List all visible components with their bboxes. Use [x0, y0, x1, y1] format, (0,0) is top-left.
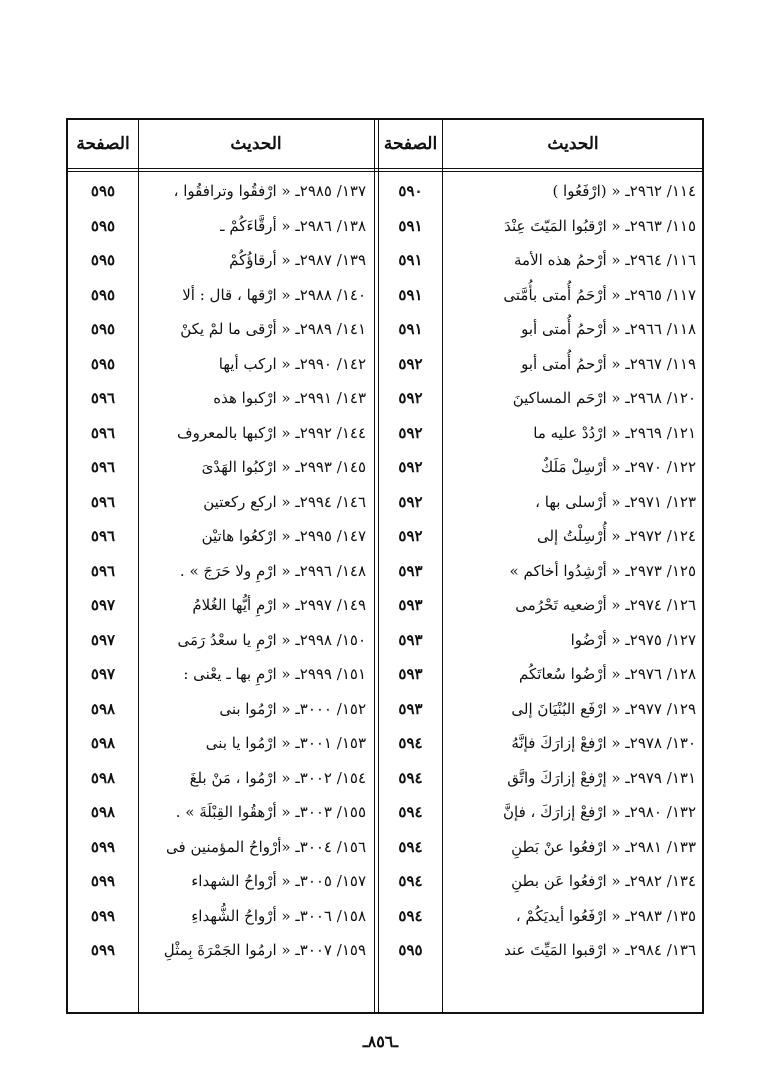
page-ref: ٥٩٤: [398, 837, 423, 856]
page-ref: ٥٩٨: [90, 803, 116, 822]
page-ref: ٥٩٨: [90, 768, 116, 787]
hadith-entry: ١٥٨/ ٣٠٠٦ـ « أرْواحُ الشُّهداءِ: [191, 906, 366, 925]
hadith-entry: ١٣٤/ ٢٩٨٢ـ « ارْفعُوا عَن بطنِ: [511, 872, 696, 891]
page-ref: ٥٩٤: [398, 734, 423, 753]
hadith-entry: ١٤٢/ ٢٩٩٠ـ « اركب أيها: [218, 354, 366, 373]
page-ref: ٥٩٦: [90, 389, 116, 408]
page-ref: ٥٩١: [398, 320, 423, 339]
right-hadith-header: الحديث: [547, 134, 599, 154]
hadith-entry: ١٢٤/ ٢٩٧٢ـ « أُرْسِلْتُ إلى: [536, 527, 696, 546]
hadith-entry: ١٢٠/ ٢٩٦٨ـ « ارْحَم المساكينَ: [512, 389, 696, 408]
page-ref: ٥٩٥: [90, 320, 116, 339]
page-ref: ٥٩٨: [90, 699, 116, 718]
right-page-column: [379, 174, 442, 968]
hadith-entry: ١٥٧/ ٣٠٠٥ـ « أرْواحُ الشهداء: [191, 872, 366, 891]
page-ref: ٥٩٨: [90, 734, 116, 753]
hadith-entry: ١١٩/ ٢٩٦٧ـ « أرْحمُ أُمتى أبو: [521, 354, 696, 373]
hadith-entry: ١١٧/ ٢٩٦٥ـ « أرْحَمُ أُمتى بأُمَّتى: [503, 285, 696, 304]
hadith-entry: ١٢٦/ ٢٩٧٤ـ « أرْضعيه تَحْرُمى: [515, 596, 696, 615]
page-ref: ٥٩٩: [90, 906, 116, 925]
page-ref: ٥٩٤: [398, 803, 423, 822]
hadith-entry: ١٢٩/ ٢٩٧٧ـ « ارْفَع البُنْيَانَ إلى: [511, 699, 696, 718]
page-ref: ٥٩٣: [398, 699, 423, 718]
hadith-entry: ١٢١/ ٢٩٦٩ـ « ارْدُدْ عليه ما: [533, 423, 696, 442]
page-ref: ٥٩٧: [90, 596, 116, 615]
page-ref: ٥٩٥: [90, 216, 116, 235]
page-ref: ٥٩٩: [90, 872, 116, 891]
page-ref: ٥٩١: [398, 285, 423, 304]
page-ref: ٥٩٣: [398, 630, 423, 649]
page-ref: ٥٩٥: [90, 354, 116, 373]
hadith-entry: ١٤٤/ ٢٩٩٢ـ « ارْكبها بالمعروف: [177, 423, 366, 442]
right-page-header: الصفحة: [383, 134, 438, 154]
left-page-column: [68, 174, 138, 968]
page-ref: ٥٩٤: [398, 768, 423, 787]
hadith-entry: ١٣٣/ ٢٩٨١ـ « ارْفعُوا عنْ بَطنِ: [511, 837, 696, 856]
hadith-entry: ١٥١/ ٢٩٩٩ـ « ارْمِ بها ـ يعْنى :: [183, 665, 366, 684]
page-ref: ٥٩٦: [90, 458, 116, 477]
page-ref: ٥٩٥: [398, 941, 423, 960]
hadith-entry: ١٤٦/ ٢٩٩٤ـ « اركع ركعتين: [203, 492, 366, 511]
page-ref: ٥٩٦: [90, 423, 116, 442]
hadith-entry: ١٣٧/ ٢٩٨٥ـ « ارْفقُوا وترافقُوا ،: [173, 182, 366, 201]
hadith-entry: ١٣١/ ٢٩٧٩ـ « إرْفعْ إزارَكَ واتَّق: [507, 768, 696, 787]
hadith-entry: ١٤٥/ ٢٩٩٣ـ « ارْكبُوا الهَدْىَ: [201, 458, 366, 477]
hadith-entry: ١٤١/ ٢٩٨٩ـ « أرْقى ما لمْ يكنْ: [180, 320, 366, 339]
page-ref: ٥٩٧: [90, 665, 116, 684]
left-hadith-column: [138, 174, 374, 968]
page-ref: ٥٩٥: [90, 251, 116, 270]
hadith-entry: ١٥٦/ ٣٠٠٤ـ «أرْواحُ المؤمنين فى: [166, 837, 366, 856]
hadith-entry: ١١٦/ ٢٩٦٤ـ « أرْحمُ هذه الأمة: [514, 251, 696, 270]
hadith-entry: ١١٥/ ٢٩٦٣ـ « ارْقبُوا المَيّتَ عِنْدَ: [504, 216, 696, 235]
hadith-entry: ١٢٣/ ٢٩٧١ـ « أرْسلى بها ،: [535, 492, 696, 511]
hadith-entry: ١٥٥/ ٣٠٠٣ـ « أرْهقُوا القِبْلَةَ » .: [175, 803, 366, 822]
left-page-header: الصفحة: [76, 134, 130, 154]
hadith-entry: ١٢٥/ ٢٩٧٣ـ « أرْشِدُوا أخاكم »: [509, 561, 696, 580]
hadith-entry: ١٤٣/ ٢٩٩١ـ « ارْكبوا هذه: [213, 389, 366, 408]
hadith-entry: ١٥٣/ ٣٠٠١ـ « ارْمُوا يا بنى: [205, 734, 366, 753]
page-ref: ٥٩٤: [398, 906, 423, 925]
page-ref: ٥٩٧: [90, 630, 116, 649]
hadith-entry: ١٢٢/ ٢٩٧٠ـ « أرْسِلْ مَلَكٌ: [540, 458, 696, 477]
page-ref: ٥٩٢: [398, 527, 423, 546]
page-ref: ٥٩٦: [90, 561, 116, 580]
page-ref: ٥٩٥: [90, 182, 116, 201]
page-ref: ٥٩٢: [398, 458, 423, 477]
hadith-entry: ١٤٨/ ٢٩٩٦ـ « ارْمِ ولا حَرَجَ » .: [179, 561, 366, 580]
left-hadith-header: الحديث: [230, 134, 282, 154]
right-hadith-column: [442, 174, 704, 968]
index-table: [66, 118, 704, 1014]
page-ref: ٥٩٥: [90, 285, 116, 304]
page-ref: ٥٩٢: [398, 354, 423, 373]
hadith-entry: ١٥٤/ ٣٠٠٢ـ « ارْمُوا ، مَنْ بلغَ: [189, 768, 366, 787]
page-ref: ٥٩٦: [90, 527, 116, 546]
page-ref: ٥٩١: [398, 216, 423, 235]
hadith-entry: ١١٤/ ٢٩٦٢ـ « (ارْفَعُوا ): [552, 182, 696, 201]
hadith-entry: ١٣٨/ ٢٩٨٦ـ « أرقَّاءَكُمْ ـ: [220, 216, 366, 235]
hadith-entry: ١٢٨/ ٢٩٧٦ـ « أرْضُوا سُعاتَكُم: [519, 665, 696, 684]
hadith-entry: ١٤٠/ ٢٩٨٨ـ « ارْقها ، قال : ألا: [182, 285, 366, 304]
hadith-entry: ١٥٩/ ٣٠٠٧ـ « ارمُوا الجَمْرَةَ بِمثْلِ: [163, 941, 366, 960]
page-ref: ٥٩٢: [398, 389, 423, 408]
header-double-rule: [68, 168, 702, 172]
hadith-entry: ١٣٢/ ٢٩٨٠ـ « ارْفعْ إزارَكَ ، فإنَّ: [503, 803, 696, 822]
page-ref: ٥٩٣: [398, 665, 423, 684]
page-ref: ٥٩٢: [398, 423, 423, 442]
hadith-entry: ١٣٦/ ٢٩٨٤ـ « ارْقبوا المَيِّتَ عند: [504, 941, 696, 960]
hadith-entry: ١٢٧/ ٢٩٧٥ـ « أرْضُوا: [570, 630, 696, 649]
page-ref: ٥٩٣: [398, 596, 423, 615]
hadith-entry: ١١٨/ ٢٩٦٦ـ « أرْحمُ أُمتى أبو: [521, 320, 696, 339]
page-ref: ٥٩٢: [398, 492, 423, 511]
page-ref: ٥٩٠: [398, 182, 423, 201]
hadith-entry: ١٥٠/ ٢٩٩٨ـ « ارْمِ يا سعْدُ رَمَى: [177, 630, 366, 649]
page-ref: ٥٩٩: [90, 837, 116, 856]
hadith-entry: ١٥٢/ ٣٠٠٠ـ « ارْمُوا بنى: [219, 699, 366, 718]
page-ref: ٥٩٤: [398, 872, 423, 891]
page-number: ـ٨٥٦ـ: [362, 1032, 399, 1051]
page-ref: ٥٩٦: [90, 492, 116, 511]
hadith-entry: ١٣٥/ ٢٩٨٣ـ « ارْفَعُوا أيديَكُمْ ،: [515, 906, 696, 925]
page-ref: ٥٩١: [398, 251, 423, 270]
hadith-entry: ١٤٩/ ٢٩٩٧ـ « ارْمِ أيُّها الغُلامُ: [192, 596, 366, 615]
hadith-entry: ١٣٩/ ٢٩٨٧ـ « أرقاؤُكُمْ: [229, 251, 366, 270]
page-ref: ٥٩٩: [90, 941, 116, 960]
hadith-entry: ١٣٠/ ٢٩٧٨ـ « ارْفعْ إزارَكَ فإنَّهُ: [511, 734, 696, 753]
page-ref: ٥٩٣: [398, 561, 423, 580]
hadith-entry: ١٤٧/ ٢٩٩٥ـ « ارْكعُوا هاتيْن: [201, 527, 366, 546]
